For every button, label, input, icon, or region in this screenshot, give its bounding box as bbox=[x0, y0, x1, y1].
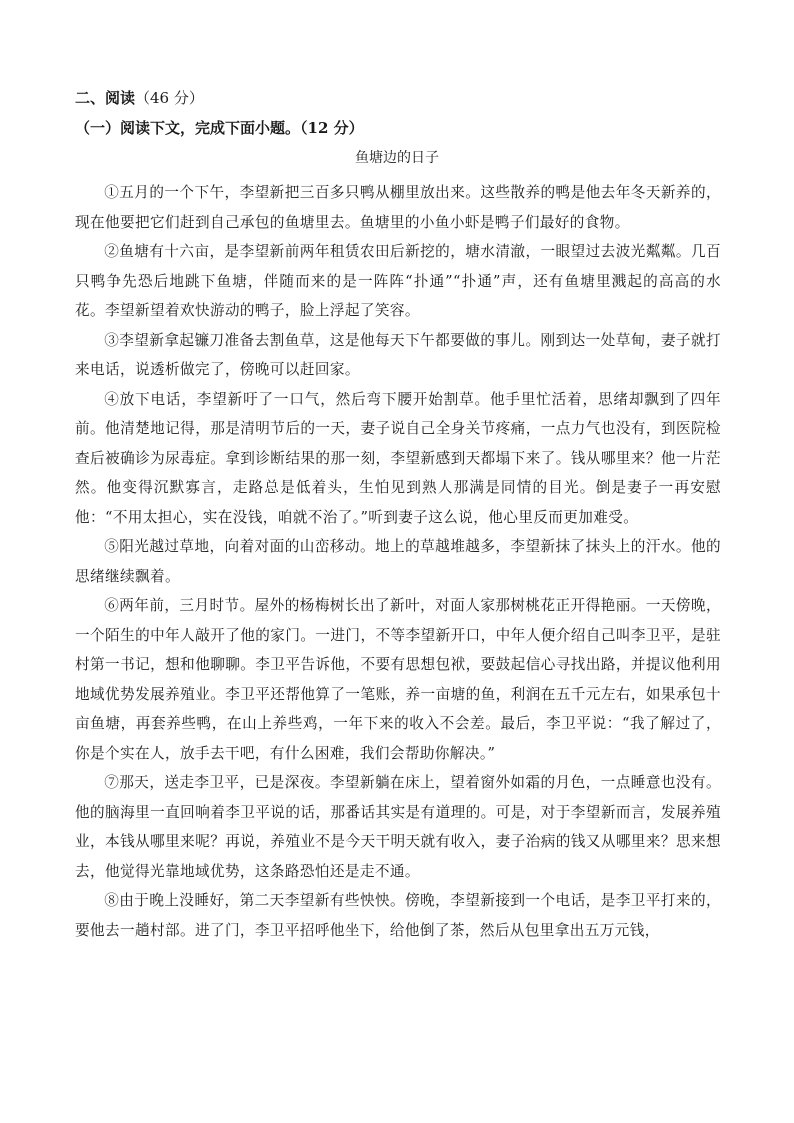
article-body bbox=[75, 178, 721, 945]
paragraph-8: ⑧由于晚上没睡好，第二天李望新有些怏怏。傍晚，李望新接到一个电话，是李卫平打来的，要他去一趟村部。进了门，李卫平招呼他坐下，给他倒了茶，然后从包里拿出五万元钱， bbox=[75, 892, 721, 939]
paragraph-4: ④放下电话，李望新吁了一口气，然后弯下腰开始割草。他手里忙活着，思绪却飘到了四年前。他清楚地记得，那是清明节后的一天，妻子说自己全身关节疼痛，一点力气也没有，到医院检查后被确诊为尿毒症。拿到诊断结果的那一刻，李望新感到天都塌下来了。钱从哪里来？他一片茫然。他变得沉默寡言，走路总是低着头，生怕见到熟人那满是同情的目光。倒是妻子一再安慰他：“不用太担心，实在没钱，咱就不治了。”听到妻子这么说，他心里反而更加难受。 bbox=[75, 390, 721, 526]
paragraph-3: ③李望新拿起镰刀准备去割鱼草，这是他每天下午都要做的事儿。刚到达一处草甸，妻子就打来电话，说透析做完了，傍晚可以赶回家。 bbox=[75, 331, 721, 378]
section-heading-text: 二、阅读 bbox=[75, 89, 136, 107]
section-score: （46 分） bbox=[135, 89, 204, 107]
paragraph-1: ①五月的一个下午，李望新把三百多只鸭从棚里放出来。这些散养的鸭是他去年冬天新养的，现在他要把它们赶到自己承包的鱼塘里去。鱼塘里的小鱼小虾是鸭子们最好的食物。 bbox=[75, 184, 721, 231]
article-title: 鱼塘边的日子 bbox=[355, 150, 439, 166]
paragraph-5: ⑤阳光越过草地，向着对面的山峦移动。地上的草越堆越多，李望新抹了抹头上的汗水。他的思绪继续飘着。 bbox=[75, 538, 721, 585]
paragraph-6: ⑥两年前，三月时节。屋外的杨梅树长出了新叶，对面人家那树桃花正开得艳丽。一天傍晚，一个陌生的中年人敲开了他的家门。一进门，不等李望新开口，中年人便介绍自己叫李卫平，是驻村第一书记，想和他聊聊。李卫平告诉他，不要有思想包袱，要鼓起信心寻找出路，并提议他利用地域优势发展养殖业。李卫平还帮他算了一笔账，养一亩塘的鱼，利润在五千元左右，如果承包十亩鱼塘，再套养些鸭，在山上养些鸡，一年下来的收入不会差。最后，李卫平说：“我了解过了，你是个实在人，放手去干吧，有什么困难，我们会帮助你解决。” bbox=[75, 597, 721, 762]
paragraph-7: ⑦那天，送走李卫平，已是深夜。李望新躺在床上，望着窗外如霜的月色，一点睡意也没有。他的脑海里一直回响着李卫平说的话，那番话其实是有道理的。可是，对于李望新而言，发展养殖业，本钱从哪里来呢？再说，养殖业不是今天干明天就有收入，妻子治病的钱又从哪里来？思来想去，他觉得光靠地域优势，这条路恐怕还是走不通。 bbox=[75, 774, 721, 880]
section-heading bbox=[75, 88, 204, 108]
sub-heading: （一）阅读下文，完成下面小题。（12 分） bbox=[75, 119, 364, 137]
paragraph-2: ②鱼塘有十六亩，是李望新前两年租赁农田后新挖的，塘水清澈，一眼望过去波光粼粼。几百只鸭争先恐后地跳下鱼塘，伴随而来的是一阵阵“扑通”“扑通”声，还有鱼塘里溅起的高高的水花。李望新望着欢快游动的鸭子，脸上浮起了笑容。 bbox=[75, 243, 721, 319]
